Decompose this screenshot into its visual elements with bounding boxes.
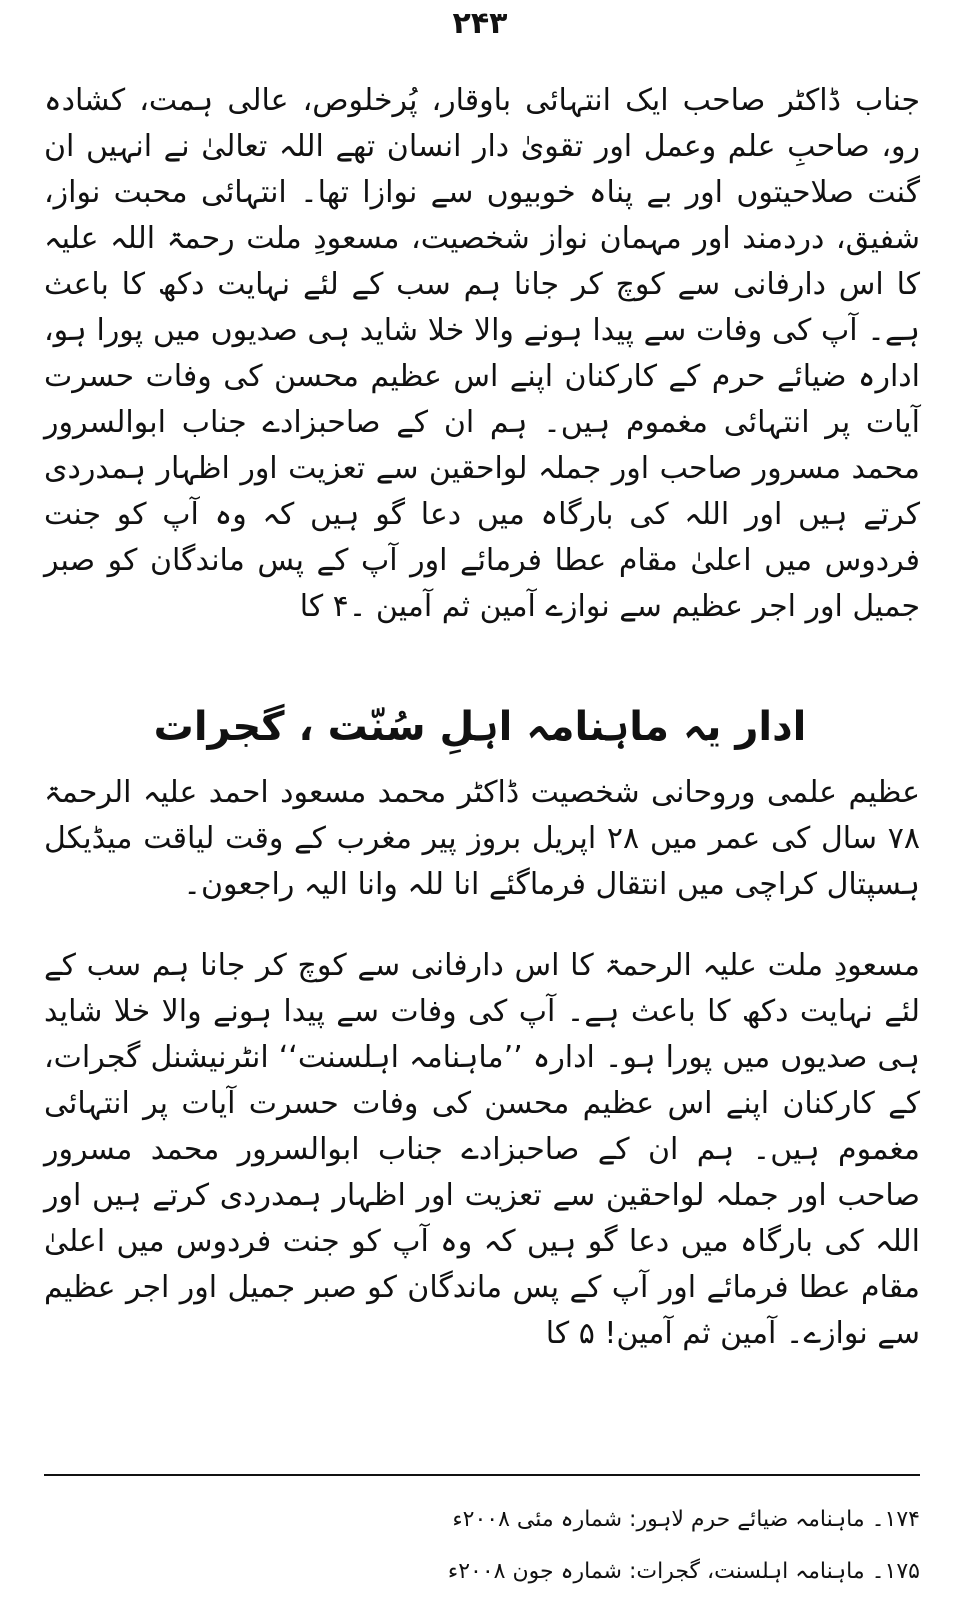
page-number: ۲۴۳ <box>452 6 508 41</box>
paragraph-text: مسعودِ ملت علیہ الرحمۃ کا اس دارفانی سے کوچ کر جانا ہم سب کے لئے نہایت دکھ کا باعث ہے۔ آپ کی وفات سے پیدا ہونے والا خلا شاید ہی صدیوں میں پورا ہو۔ ادارہ ’’ماہنامہ اہلسنت‘‘ انٹرنیشنل گجرات، کے کارکنان اپنے اس عظیم محسن کی وفات حسرت آیات پر انتہائی مغموم ہیں۔ ہم ان کے صاحبزادے جناب ابوالسرور محمد مسرور صاحب اور جملہ لواحقین سے تعزیت اور اظہار ہمدردی کرتے ہیں اور اللہ کی بارگاہ میں دعا گو ہیں کہ وہ آپ کو جنت فردوس میں اعلیٰ مقام عطا فرمائے اور آپ کے پس ماندگان کو صبر جمیل اور اجر عظیم سے نوازے۔ آمین ثم آمین! ۵ کا <box>44 948 921 1351</box>
footnote-174: ۱۷۴۔ ماہنامہ ضیائے حرم لاہور: شمارہ مئی ۲۰۰۸ء <box>452 1507 920 1532</box>
footnotes <box>44 1494 920 1598</box>
footnote-175: ۱۷۵۔ ماہنامہ اہلسنت، گجرات: شمارہ جون ۲۰۰۸ء <box>447 1559 920 1584</box>
paragraph-tribute <box>44 78 920 630</box>
paragraph-text: جناب ڈاکٹر صاحب ایک انتہائی باوقار، پُرخلوص، عالی ہمت، کشادہ رو، صاحبِ علم وعمل اور تقویٰ دار انسان تھے اللہ تعالیٰ نے انہیں ان گنت صلاحیتوں اور بے پناہ خوبیوں سے نوازا تھا۔ انتہائی محبت نواز، شفیق، دردمند اور مہمان نواز شخصیت، مسعودِ ملت رحمۃ اللہ علیہ کا اس دارفانی سے کوچ کر جانا ہم سب کے لئے نہایت دکھ کا باعث ہے۔ آپ کی وفات سے پیدا ہونے والا خلا شاید ہی صدیوں میں پورا ہو، ادارہ ضیائے حرم کے کارکنان اپنے اس عظیم محسن کی وفات حسرت آیات پر انتہائی مغموم ہیں۔ ہم ان کے صاحبزادے جناب ابوالسرور محمد مسرور صاحب اور جملہ لواحقین سے تعزیت اور اظہار ہمدردی کرتے ہیں اور اللہ کی بارگاہ میں دعا گو ہیں کہ وہ آپ کو جنت فردوس میں اعلیٰ مقام عطا فرمائے اور آپ کے پس ماندگان کو صبر جمیل اور اجر عظیم سے نوازے آمین ثم آمین ۔۴ کا <box>44 83 920 624</box>
paragraph-death-notice <box>44 770 920 908</box>
paragraph-text: عظیم علمی وروحانی شخصیت ڈاکٹر محمد مسعود احمد علیہ الرحمۃ ۷۸ سال کی عمر میں ۲۸ اپریل بروز پیر مغرب کے وقت لیاقت میڈیکل ہسپتال کراچی میں انتقال فرماگئے انا للہ وانا الیہ راجعون۔ <box>44 775 920 902</box>
section-heading: ادار یہ ماہنامہ اہلِ سُنّت ، گجرات <box>153 704 807 750</box>
footnote-divider <box>44 1474 920 1476</box>
paragraph-condolence <box>44 943 920 1357</box>
